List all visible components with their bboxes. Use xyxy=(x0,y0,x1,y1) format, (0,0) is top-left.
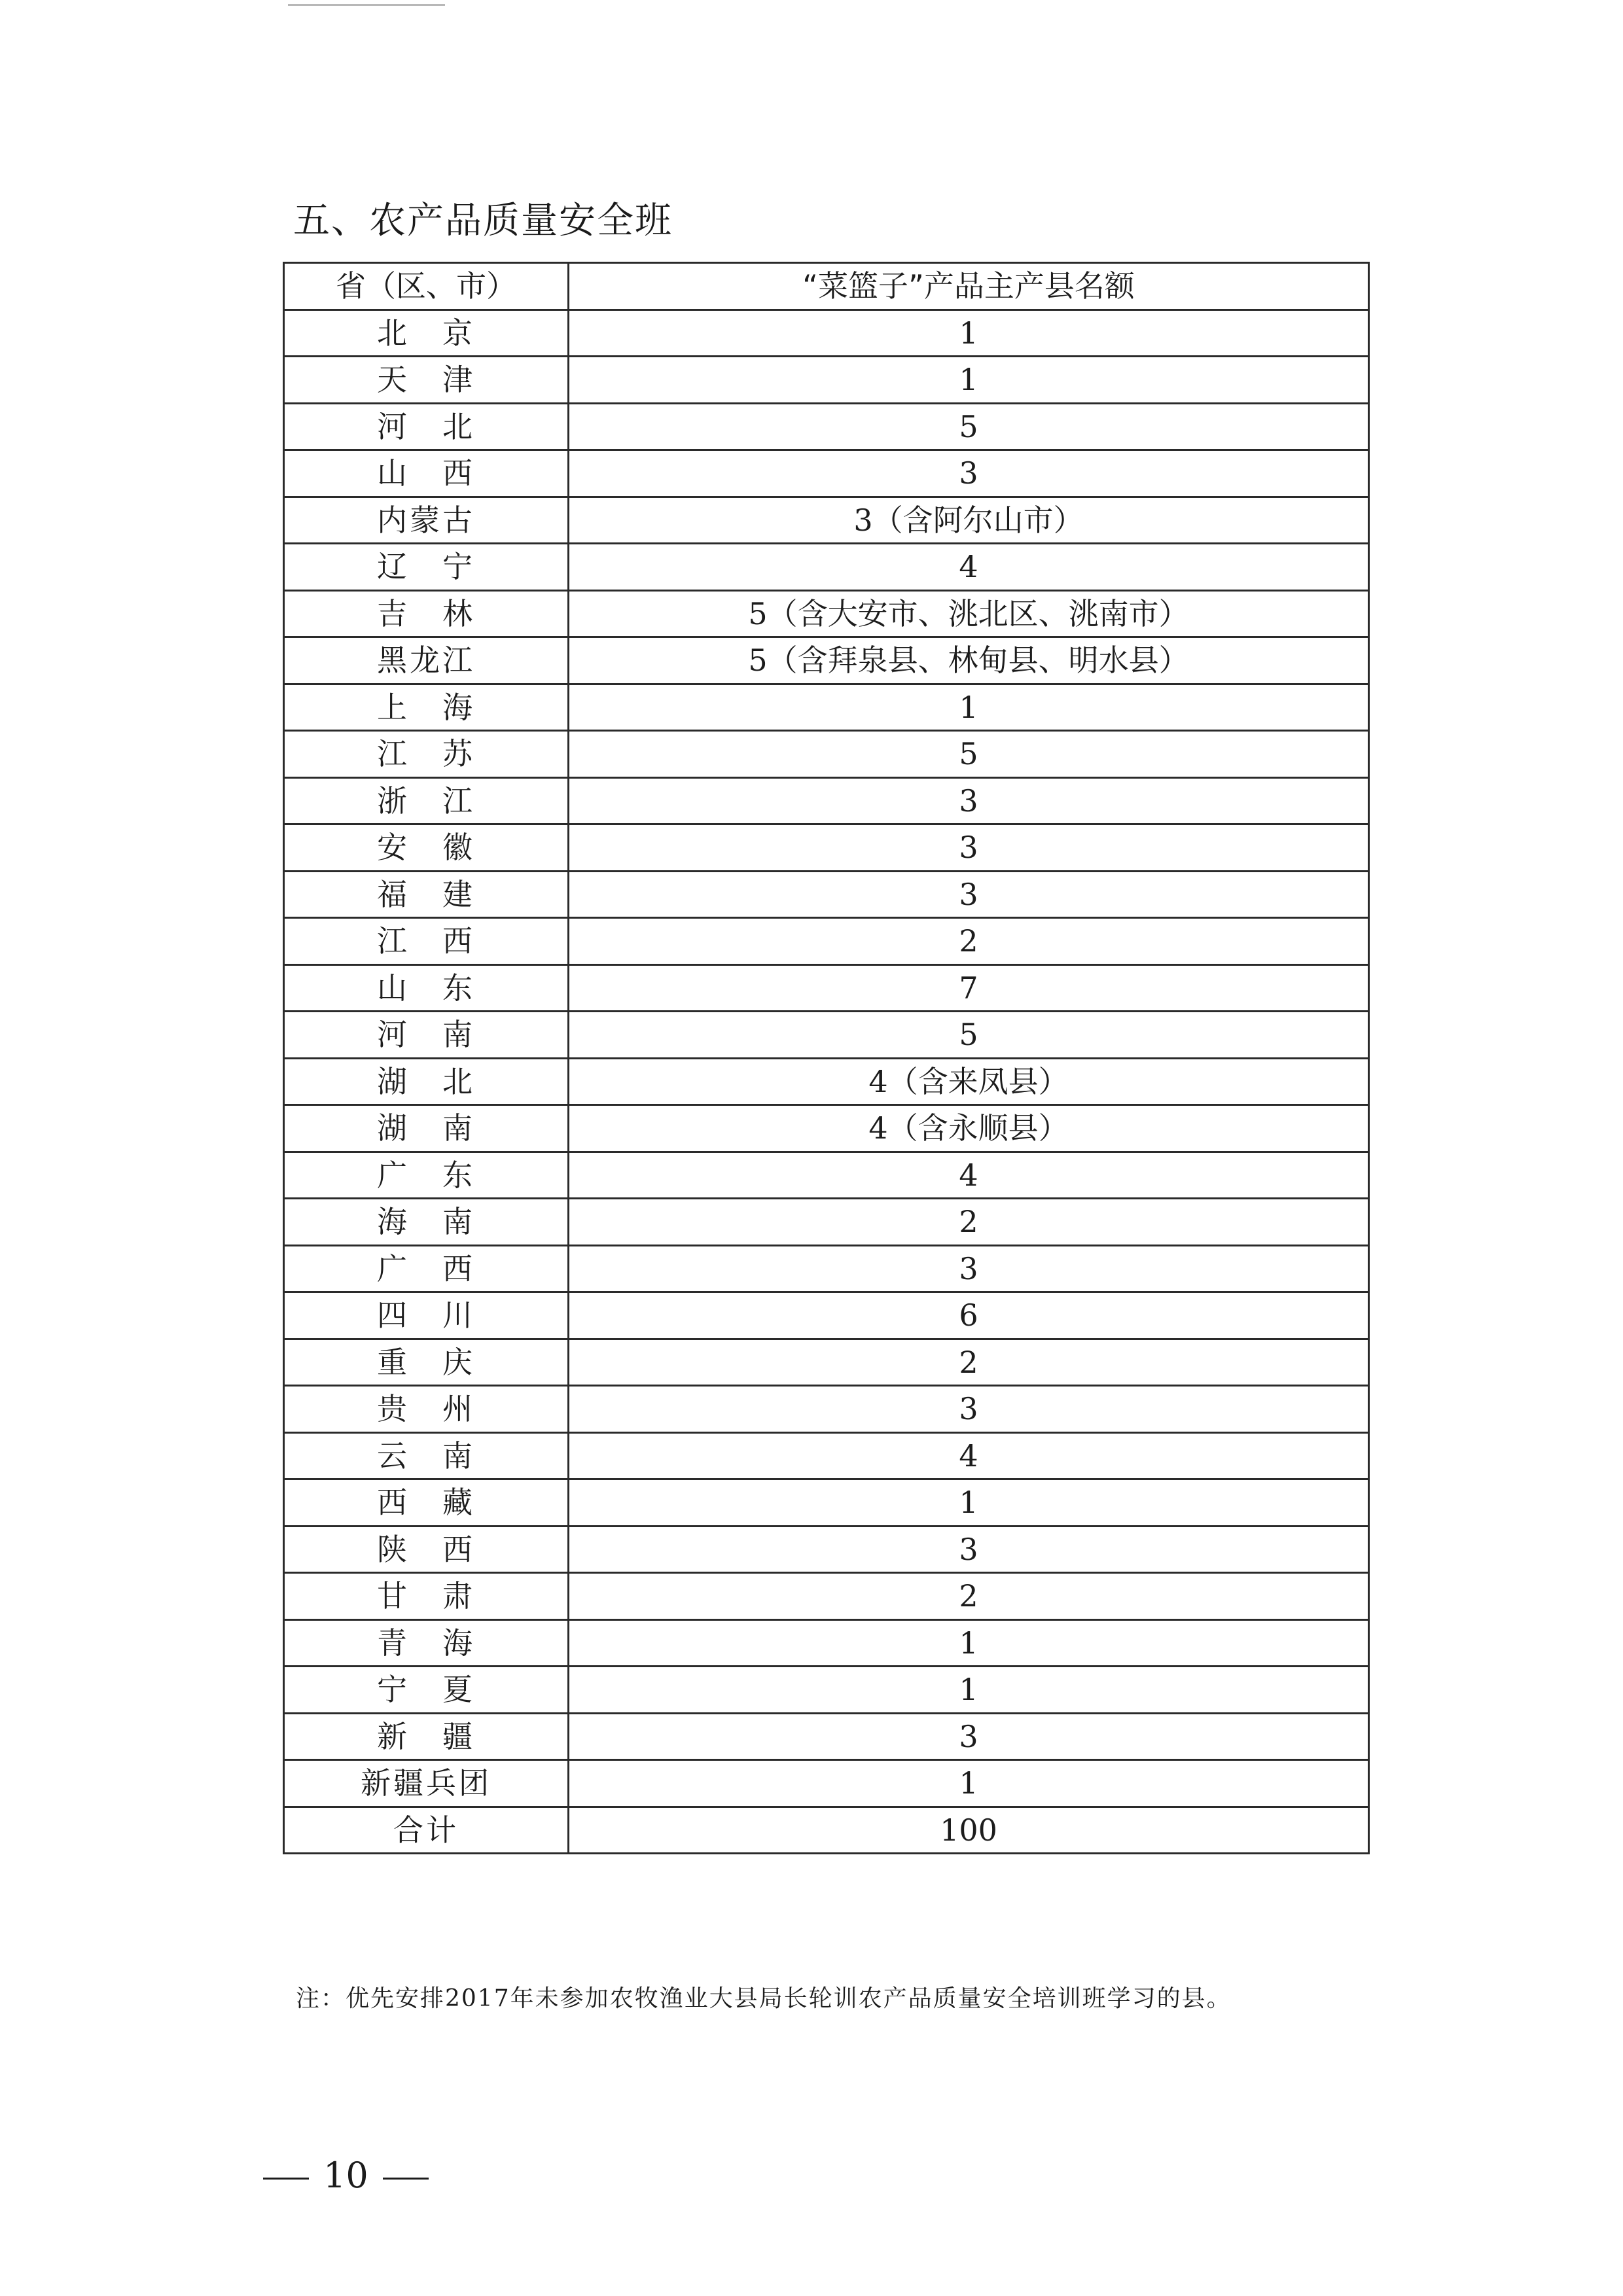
quota-cell: 1 xyxy=(569,309,1369,357)
province-cell: 湖 南 xyxy=(284,1105,569,1152)
table-row xyxy=(284,1012,1369,1059)
page-number xyxy=(249,2153,443,2199)
province-cell: 江 苏 xyxy=(284,731,569,778)
province-cell: 黑龙江 xyxy=(284,637,569,684)
province-cell: 湖 北 xyxy=(284,1058,569,1105)
table-row xyxy=(284,824,1369,872)
table-row xyxy=(284,357,1369,404)
table-row xyxy=(284,777,1369,824)
province-cell: 青 海 xyxy=(284,1619,569,1667)
province-cell: 河 北 xyxy=(284,403,569,450)
table-row xyxy=(284,871,1369,918)
quota-cell: 4 xyxy=(569,1152,1369,1199)
province-cell: 内蒙古 xyxy=(284,497,569,544)
table-row xyxy=(284,590,1369,637)
province-cell: 辽 宁 xyxy=(284,544,569,591)
table-row xyxy=(284,1105,1369,1152)
quota-cell: 4 xyxy=(569,544,1369,591)
table-row xyxy=(284,1245,1369,1292)
province-cell: 江 西 xyxy=(284,918,569,965)
province-cell: 西 藏 xyxy=(284,1479,569,1527)
quota-cell: 3 xyxy=(569,777,1369,824)
table-row xyxy=(284,731,1369,778)
quota-cell: 5（含拜泉县、林甸县、明水县） xyxy=(569,637,1369,684)
quota-cell: 2 xyxy=(569,1339,1369,1386)
province-cell: 安 徽 xyxy=(284,824,569,872)
table-row xyxy=(284,1619,1369,1667)
table-row xyxy=(284,637,1369,684)
quota-table xyxy=(283,262,1370,1854)
table-header-row xyxy=(284,263,1369,310)
quota-cell: 3 xyxy=(569,1386,1369,1433)
table-row xyxy=(284,1152,1369,1199)
quota-cell: 3 xyxy=(569,824,1369,872)
province-cell: 海 南 xyxy=(284,1199,569,1246)
quota-cell: 2 xyxy=(569,1573,1369,1620)
page-dash-left xyxy=(263,2178,309,2180)
header-quota: “菜篮子”产品主产县名额 xyxy=(569,263,1369,310)
province-cell: 贵 州 xyxy=(284,1386,569,1433)
table-row xyxy=(284,964,1369,1012)
table-row xyxy=(284,309,1369,357)
quota-cell: 3（含阿尔山市） xyxy=(569,497,1369,544)
province-cell: 吉 林 xyxy=(284,590,569,637)
table-row xyxy=(284,1058,1369,1105)
quota-cell: 3 xyxy=(569,1713,1369,1760)
table-row xyxy=(284,918,1369,965)
quota-cell: 1 xyxy=(569,357,1369,404)
province-cell: 天 津 xyxy=(284,357,569,404)
province-cell: 陕 西 xyxy=(284,1526,569,1573)
quota-cell: 1 xyxy=(569,684,1369,731)
province-cell: 重 庆 xyxy=(284,1339,569,1386)
table-row xyxy=(284,1713,1369,1760)
quota-cell: 3 xyxy=(569,871,1369,918)
province-cell: 新疆兵团 xyxy=(284,1760,569,1807)
province-cell: 山 东 xyxy=(284,964,569,1012)
province-cell: 甘 肃 xyxy=(284,1573,569,1620)
province-cell: 广 西 xyxy=(284,1245,569,1292)
province-cell: 合计 xyxy=(284,1807,569,1854)
quota-cell: 2 xyxy=(569,1199,1369,1246)
section-title: 五、农产品质量安全班 xyxy=(293,200,673,242)
quota-cell: 5（含大安市、洮北区、洮南市） xyxy=(569,590,1369,637)
table-row xyxy=(284,1386,1369,1433)
province-cell: 宁 夏 xyxy=(284,1667,569,1714)
table-row xyxy=(284,1199,1369,1246)
quota-cell: 4（含永顺县） xyxy=(569,1105,1369,1152)
table-row xyxy=(284,1667,1369,1714)
table-row xyxy=(284,1760,1369,1807)
province-cell: 山 西 xyxy=(284,450,569,497)
quota-cell: 1 xyxy=(569,1619,1369,1667)
table-row xyxy=(284,450,1369,497)
quota-cell: 1 xyxy=(569,1479,1369,1527)
quota-cell: 7 xyxy=(569,964,1369,1012)
quota-cell: 3 xyxy=(569,1245,1369,1292)
quota-cell: 1 xyxy=(569,1760,1369,1807)
province-cell: 河 南 xyxy=(284,1012,569,1059)
quota-cell: 5 xyxy=(569,731,1369,778)
quota-cell: 6 xyxy=(569,1292,1369,1339)
province-cell: 广 东 xyxy=(284,1152,569,1199)
table-row xyxy=(284,1807,1369,1854)
province-cell: 福 建 xyxy=(284,871,569,918)
province-cell: 新 疆 xyxy=(284,1713,569,1760)
scan-artifact-line xyxy=(288,4,445,6)
page-number-text: 10 xyxy=(323,2155,368,2196)
table-row xyxy=(284,403,1369,450)
quota-cell: 2 xyxy=(569,918,1369,965)
footnote: 注：优先安排2017年未参加农牧渔业大县局长轮训农产品质量安全培训班学习的县。 xyxy=(296,1985,1232,2012)
table-body xyxy=(284,309,1369,1854)
table-row xyxy=(284,684,1369,731)
table-row xyxy=(284,544,1369,591)
quota-cell: 4 xyxy=(569,1432,1369,1479)
quota-cell: 3 xyxy=(569,450,1369,497)
quota-cell: 3 xyxy=(569,1526,1369,1573)
province-cell: 四 川 xyxy=(284,1292,569,1339)
table-row xyxy=(284,1432,1369,1479)
page-dash-right xyxy=(383,2178,429,2180)
table-row xyxy=(284,1526,1369,1573)
table-row xyxy=(284,1479,1369,1527)
table-row xyxy=(284,1292,1369,1339)
quota-cell: 1 xyxy=(569,1667,1369,1714)
province-cell: 上 海 xyxy=(284,684,569,731)
province-cell: 云 南 xyxy=(284,1432,569,1479)
quota-cell: 5 xyxy=(569,403,1369,450)
quota-cell: 4（含来凤县） xyxy=(569,1058,1369,1105)
quota-cell: 5 xyxy=(569,1012,1369,1059)
table-row xyxy=(284,497,1369,544)
header-province: 省（区、市） xyxy=(284,263,569,310)
province-cell: 浙 江 xyxy=(284,777,569,824)
province-cell: 北 京 xyxy=(284,309,569,357)
table-row xyxy=(284,1339,1369,1386)
table-row xyxy=(284,1573,1369,1620)
quota-cell: 100 xyxy=(569,1807,1369,1854)
